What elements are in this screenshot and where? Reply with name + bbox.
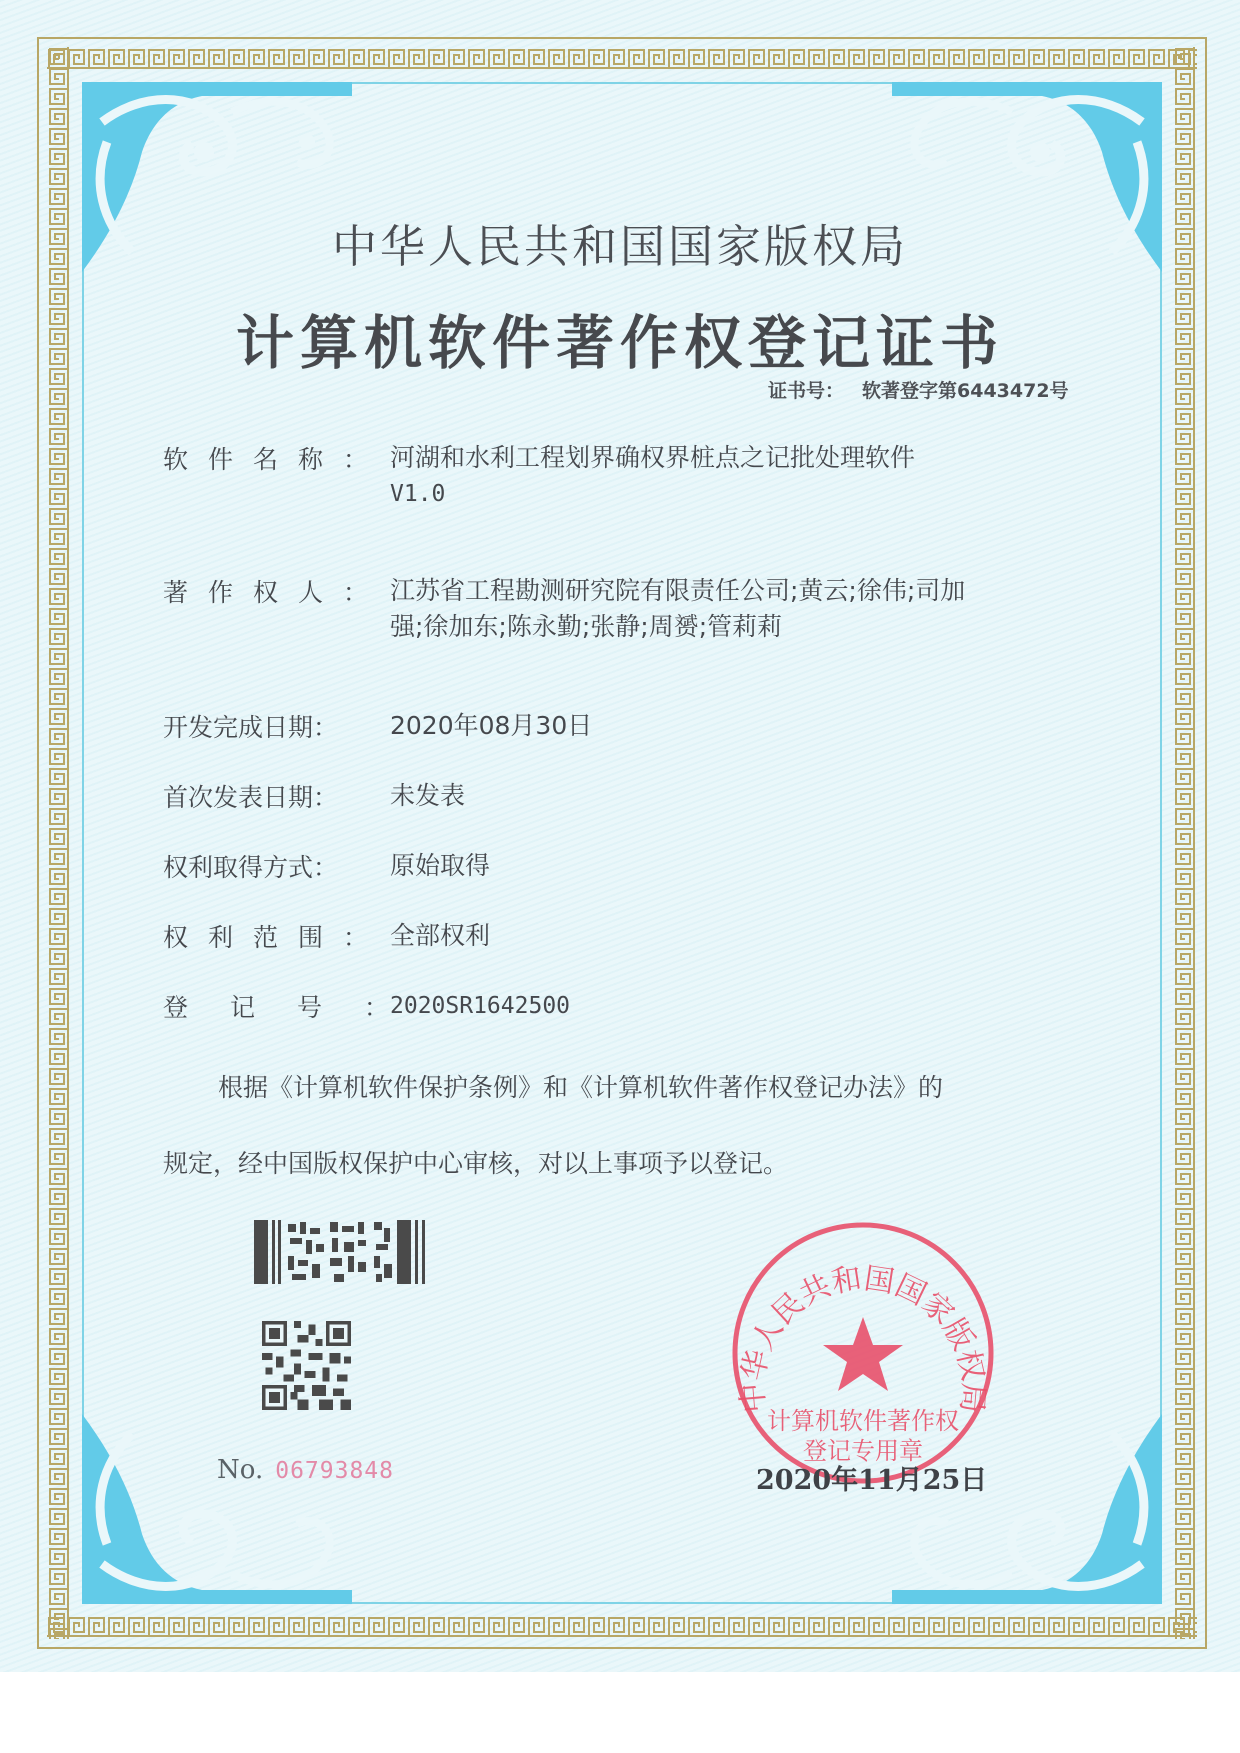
official-seal: [727, 1217, 999, 1489]
meander-border-top: [47, 47, 1197, 71]
field-label: 开发完成日期：: [163, 713, 339, 742]
field-value: 未发表: [390, 781, 466, 810]
issuer-name: 中华人民共和国国家版权局: [331, 220, 908, 273]
field-value: 2020SR1642500: [390, 993, 571, 1019]
qr-code: [262, 1321, 351, 1410]
field-label: 首次发表日期：: [163, 783, 339, 812]
software-name-line1: 河湖和水利工程划界确权界桩点之记批处理软件: [390, 443, 916, 472]
field-label: 登记号：: [163, 993, 432, 1022]
copyright-owner-line1: 江苏省工程勘测研究院有限责任公司;黄云;徐伟;司加: [390, 576, 966, 605]
field-value: 原始取得: [390, 851, 491, 880]
software-version: V1.0: [390, 481, 446, 507]
corner-ornament-bottom-left: [82, 1414, 352, 1604]
seal-inner-line1: 计算机软件著作权: [767, 1407, 959, 1435]
meander-border-left: [47, 47, 71, 1639]
field-value: 全部权利: [390, 921, 491, 950]
seal-inner-line2: 登记专用章: [803, 1437, 923, 1465]
barcode: [254, 1220, 429, 1284]
meander-border-bottom: [47, 1615, 1197, 1639]
copyright-owner-line2: 强;徐加东;陈永勤;张静;周赟;管莉莉: [390, 612, 783, 641]
field-value: [390, 440, 1240, 512]
certificate-number-label: 证书号：: [768, 380, 845, 402]
field-label: 著作权人：: [163, 578, 389, 607]
field-value: [390, 573, 1240, 645]
field-label: 权利取得方式：: [163, 853, 339, 882]
statement-line-2: 规定，经中国版权保护中心审核，对以上事项予以登记。: [163, 1149, 789, 1178]
field-label: 软件名称：: [163, 445, 389, 474]
serial-number: [217, 1455, 394, 1485]
issue-date: 2020年11月25日: [756, 1465, 988, 1496]
statement-line-1: 根据《计算机软件保护条例》和《计算机软件著作权登记办法》的: [218, 1073, 944, 1102]
seal-outer-text: 中华人民共和国国家版权局: [735, 1261, 991, 1415]
field-label: 权利范围：: [163, 923, 389, 952]
certificate-number-value: 软著登字第6443472号: [862, 380, 1069, 402]
star-icon: [823, 1317, 903, 1391]
serial-value: 06793848: [275, 1458, 394, 1484]
certificate-title: 计算机软件著作权登记证书: [235, 309, 1004, 377]
field-value: 2020年08月30日: [390, 711, 593, 740]
meander-border-right: [1173, 47, 1197, 1639]
serial-prefix: No.: [217, 1455, 264, 1485]
certificate-number: [768, 376, 1069, 403]
